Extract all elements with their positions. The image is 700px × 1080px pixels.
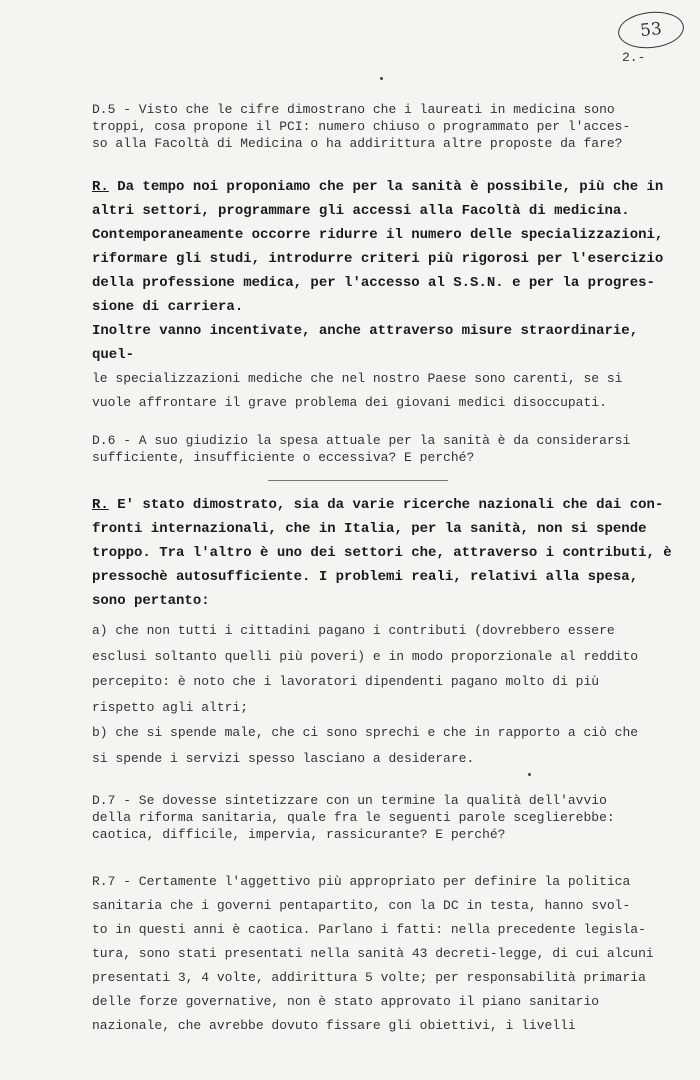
page-number: 2.- <box>622 50 646 65</box>
question-line: troppi, cosa propone il PCI: numero chiuso o programmato per l'acces- <box>92 119 631 134</box>
answer-r5 <box>92 175 677 415</box>
answer-line <box>92 175 677 199</box>
question-d6 <box>92 432 677 466</box>
answer-line: b) che si spende male, che ci sono sprechi e che in rapporto a ciò che <box>92 725 639 740</box>
answer-line: sione di carriera. <box>92 299 244 315</box>
question-line: D.7 - Se dovesse sintetizzare con un termine la qualità dell'avvio <box>92 793 607 808</box>
answer-label: R. <box>92 179 109 195</box>
answer-line <box>92 493 677 517</box>
answer-line: si spende i servizi spesso lasciano a desiderare. <box>92 750 475 766</box>
answer-line: to in questi anni è caotica. Parlano i fatti: nella precedente legisla- <box>92 922 646 937</box>
question-d5 <box>92 101 677 152</box>
answer-line: delle forze governative, non è stato approvato il piano sanitario <box>92 994 600 1009</box>
question-line: caotica, difficile, impervia, rassicurante? E perché? <box>92 827 506 842</box>
answer-line: esclusi soltanto quelli più poveri) e in modo proporzionale al reddito <box>92 648 639 664</box>
answer-line: le specializzazioni mediche che nel nostro Paese sono carenti, se si <box>92 371 623 386</box>
divider-line <box>268 480 448 481</box>
answer-line: vuole affrontare il grave problema dei giovani medici disoccupati. <box>92 395 607 410</box>
answer-line: pressochè autosufficiente. I problemi reali, relativi alla spesa, <box>92 569 639 585</box>
answer-r7 <box>92 870 677 1038</box>
answer-line: sanitaria che i governi pentapartito, con la DC in testa, hanno svol- <box>92 898 631 913</box>
answer-line: fronti internazionali, che in Italia, per la sanità, non si spende <box>92 521 647 537</box>
ink-dot <box>528 773 531 776</box>
answer-line: troppo. Tra l'altro è uno dei settori che, attraverso i contributi, è <box>92 545 672 561</box>
answer-line: sono pertanto: <box>92 593 210 609</box>
answer-line: percepito: è noto che i lavoratori dipendenti pagano molto di più <box>92 674 600 689</box>
answer-line: R.7 - Certamente l'aggettivo più appropriato per definire la politica <box>92 874 631 889</box>
ink-dot <box>380 77 383 80</box>
answer-line-rest: Da tempo noi proponiamo che per la sanità è possibile, più che in <box>108 179 664 195</box>
question-line: sufficiente, insufficiente o eccessiva? E perché? <box>92 450 475 465</box>
question-line: D.6 - A suo giudizio la spesa attuale per la sanità è da considerarsi <box>92 433 631 448</box>
answer-line: a) che non tutti i cittadini pagano i contributi (dovrebbero essere <box>92 623 615 638</box>
stamp-number: 53 <box>639 18 663 42</box>
answer-line: rispetto agli altri; <box>92 699 249 715</box>
answer-r6-points <box>92 618 677 771</box>
answer-line: della professione medica, per l'accesso al S.S.N. e per la progres- <box>92 275 655 291</box>
question-line: so alla Facoltà di Medicina o ha addirittura altre proposte da fare? <box>92 136 623 151</box>
question-d7 <box>92 792 677 843</box>
answer-line: presentati 3, 4 volte, addirittura 5 volte; per responsabilità primaria <box>92 970 646 985</box>
answer-line-rest: E' stato dimostrato, sia da varie ricerche nazionali che dai con- <box>108 497 664 513</box>
answer-line: altri settori, programmare gli accessi alla Facoltà di medicina. <box>92 203 630 219</box>
answer-line: Contemporaneamente occorre ridurre il numero delle specializzazioni, <box>92 227 664 243</box>
answer-line: nazionale, che avrebbe dovuto fissare gli obiettivi, i livelli <box>92 1018 576 1033</box>
answer-label: R. <box>92 497 109 513</box>
question-line: D.5 - Visto che le cifre dimostrano che i laureati in medicina sono <box>92 102 615 117</box>
archive-stamp <box>616 9 685 52</box>
question-line: della riforma sanitaria, quale fra le seguenti parole sceglierebbe: <box>92 810 615 825</box>
answer-r6 <box>92 493 677 613</box>
answer-line: tura, sono stati presentati nella sanità 43 decreti-legge, di cui alcuni <box>92 946 654 961</box>
answer-line: riformare gli studi, introdurre criteri più rigorosi per l'esercizio <box>92 251 664 267</box>
answer-line: Inoltre vanno incentivate, anche attraverso misure straordinarie, quel- <box>92 323 639 363</box>
